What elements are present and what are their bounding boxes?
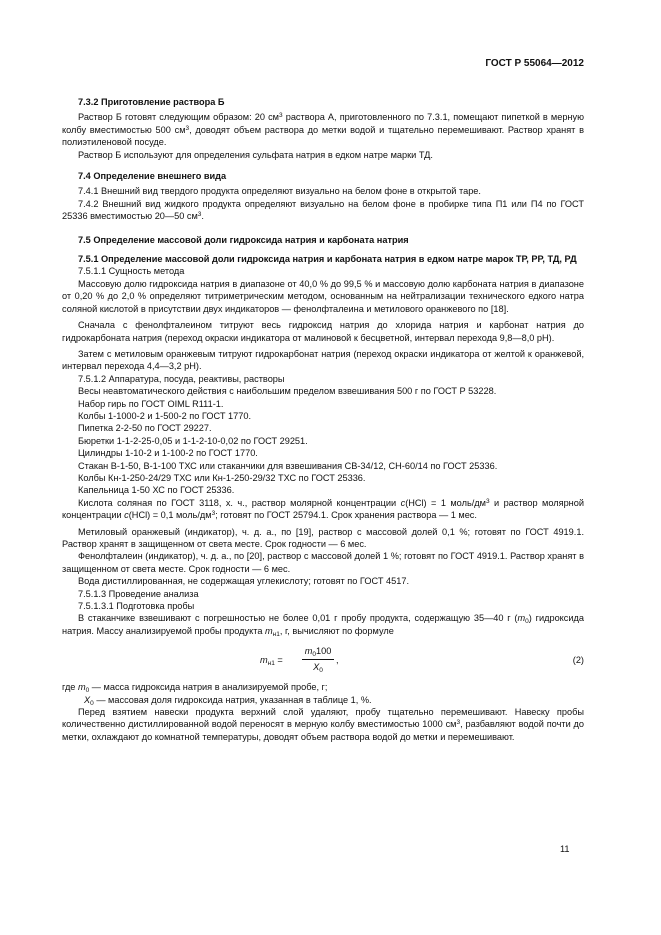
subsection-title: 7.5.1.3 Проведение анализа — [78, 588, 199, 599]
formula-number: (2) — [572, 655, 584, 666]
list-item: Капельница 1-50 ХС по ГОСТ 25336. — [78, 485, 235, 496]
section-title-7-3-2: 7.3.2 Приготовление раствора Б — [78, 97, 225, 107]
where-clause: где $m_0$ — масса гидроксида натрия в анализируемой пробе, г; — [62, 682, 328, 695]
list-item: Набор гирь по ГОСТ OIML R111-1. — [78, 398, 224, 409]
paragraph: Затем с метиловым оранжевым титруют гидрокарбонат натрия (переход окраски индикатора от желтой к оранжевой, интервал перехода 4,4—3,2 pH). — [62, 348, 584, 372]
formula-2: $m_{н1}$ = $\frac{m_0100}{X_0}$ , (2) — [260, 646, 584, 674]
subsection-title: 7.5.1.3.1 Подготовка пробы — [78, 601, 195, 612]
paragraph: Вода дистиллированная, не содержащая углекислоту; готовят по ГОСТ 4517. — [78, 576, 410, 587]
page-number: 11 — [560, 844, 570, 854]
paragraph: Перед взятием навески продукта верхний слой удаляют, пробу тщательно перемешивают. Навеску пробы количественно дистиллированной водой переносят в мерную колбу вместимостью 1000 $см^3$, разбавляют водой почти до метки, охлаждают до комнатной температуры, доводят объем раствора водой до метки и перемешивают. — [62, 707, 584, 742]
list-item: Весы неавтоматического действия с наибольшим пределом взвешивания 500 г по ГОСТ Р 53228. — [78, 386, 497, 397]
paragraph: Раствор Б используют для определения сульфата натрия в едком натре марки ТД. — [78, 149, 433, 160]
paragraph: 7.4.1 Внешний вид твердого продукта определяют визуально на белом фоне в открытой таре. — [78, 186, 481, 197]
paragraph: 7.4.2 Внешний вид жидкого продукта определяют визуально на белом фоне в пробирке типа П1 или П4 по ГОСТ 25336 вместимостью 20—50 $см^3$. — [62, 198, 584, 222]
section-title-7-5-1: 7.5.1 Определение массовой доли гидроксида натрия и карбоната натрия в едком натре марок ТР, РР, ТД, РД — [78, 254, 577, 265]
paragraph: Массовую долю гидроксида натрия в диапазоне от 40,0 % до 99,5 % и массовую долю карбоната натрия в диапазоне от 0,20 % до 2,0 % определяют титриметрическим методом, основанным на нейтрализации технического едкого натра соляной кислотой в присутствии двух индикаторов — фенолфталеина и метилового оранжевого по [18]. — [62, 278, 584, 314]
paragraph: В стаканчике взвешивают с погрешностью не более 0,01 г пробу продукта, содержащую 35—40 г $(m_0)$ гидроксида натрия. Массу анализируемой пробы продукта $m_{н1}$, г, вычисляют по формуле — [62, 613, 584, 638]
paragraph: Кислота соляная по ГОСТ 3118, х. ч., раствор молярной концентрации c(HCl) = 1 моль/$дм^3$ и раствор молярной концентрации c(HCl) = 0,1 моль/$дм^3$; готовят по ГОСТ 25794.1. Срок хранения раствора — 1 мес. — [62, 497, 584, 521]
section-title-7-4: 7.4 Определение внешнего вида — [78, 171, 227, 182]
paragraph: Раствор Б готовят следующим образом: 20 $см^3$ раствора А, приготовленного по 7.3.1, помещают пипеткой в мерную колбу вместимостью 500 $см^3$, доводят объем раствора до метки водой и тщательно перемешивают. Раствор хранят в полиэтиленовой посуде. — [62, 112, 585, 148]
subsection-title: 7.5.1.1 Сущность метода — [78, 266, 185, 277]
paragraph: Сначала с фенолфталеином титруют весь гидроксид натрия до хлорида натрия и карбонат натрия до гидрокарбоната натрия (переход окраски индикатора от малиновой к бесцветной, интервал перехода 9,8—8,0 pH). — [62, 320, 584, 343]
page-body — [62, 96, 584, 743]
list-item: Пипетка 2-2-50 по ГОСТ 29227. — [78, 423, 212, 434]
subsection-title: 7.5.1.2 Аппаратура, посуда, реактивы, растворы — [78, 373, 285, 384]
document-header: ГОСТ Р 55064—2012 — [485, 58, 584, 69]
where-clause: $X_0$ — массовая доля гидроксида натрия, указанная в таблице 1, %. — [84, 694, 372, 707]
paragraph: Метиловый оранжевый (индикатор), ч. д. а., по [19], раствор с массовой долей 0,1 %; готовят по ГОСТ 4919.1. Раствор хранят в защищенном от света месте. Срок годности — 6 мес. — [62, 526, 584, 549]
list-item: Стакан В-1-50, В-1-100 ТХС или стаканчики для взвешивания СВ-34/12, СН-60/14 по ГОСТ 25336. — [78, 460, 498, 471]
section-title-7-5: 7.5 Определение массовой доли гидроксида натрия и карбоната натрия — [78, 234, 409, 245]
list-item: Колбы 1-1000-2 и 1-500-2 по ГОСТ 1770. — [78, 410, 251, 421]
list-item: Цилиндры 1-10-2 и 1-100-2 по ГОСТ 1770. — [78, 448, 258, 459]
paragraph: Фенолфталеин (индикатор), ч. д. а., по [20], раствор с массовой долей 1 %; готовят по ГОСТ 4919.1. Раствор хранят в защищенном от света месте. Срок годности — 6 мес. — [62, 551, 584, 574]
list-item: Колбы Кн-1-250-24/29 ТХС или Кн-1-250-29/32 ТХС по ГОСТ 25336. — [78, 472, 366, 483]
list-item: Бюретки 1-1-2-25-0,05 и 1-1-2-10-0,02 по ГОСТ 29251. — [78, 435, 308, 446]
